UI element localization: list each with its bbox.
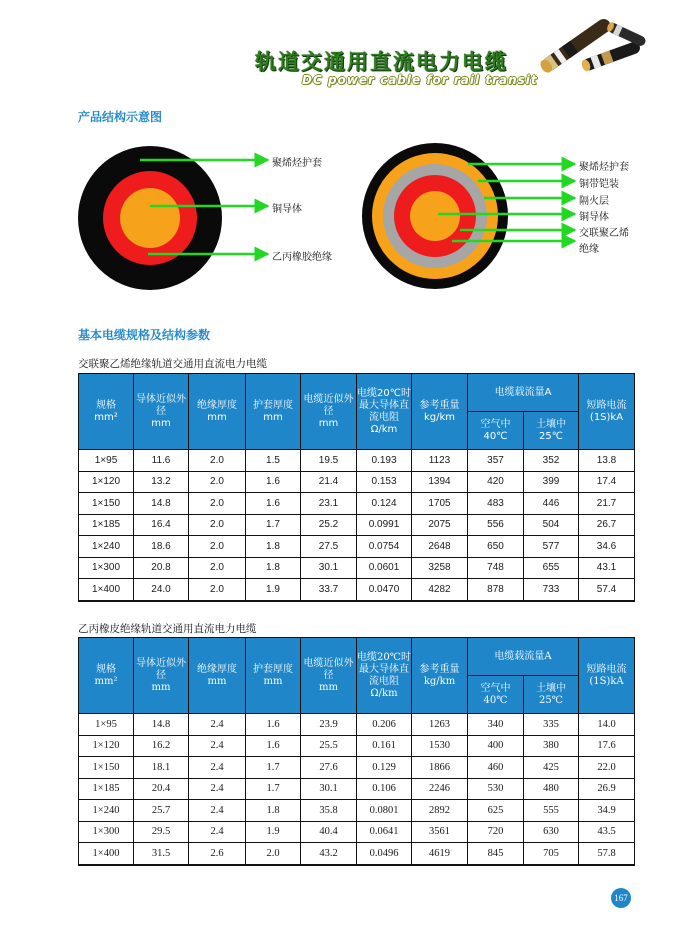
table-cell: 0.124	[357, 493, 412, 515]
table-cell: 650	[468, 536, 524, 558]
table-cell: 1×240	[79, 536, 134, 558]
table-cell: 1.6	[246, 471, 301, 493]
table-cell: 1.7	[246, 514, 301, 536]
header-conductor-od: 导体近似外径 mm	[134, 638, 189, 714]
table-cell: 1×95	[79, 450, 134, 472]
table-cell: 1.8	[246, 557, 301, 579]
table-cell: 0.0754	[357, 536, 412, 558]
table-cell: 17.6	[579, 735, 635, 757]
table-cell: 22.0	[579, 757, 635, 779]
table-cell: 16.2	[134, 735, 189, 757]
label-right-sheath: 聚烯烃护套	[579, 162, 629, 173]
table-cell: 33.7	[301, 579, 357, 601]
table-cell: 352	[524, 450, 579, 472]
table-cell: 13.8	[579, 450, 635, 472]
table-cell: 340	[468, 714, 524, 736]
table-cell: 400	[468, 735, 524, 757]
header-spec: 规格 mm²	[79, 374, 134, 450]
label-right-conductor: 铜导体	[579, 212, 609, 223]
table-cell: 878	[468, 579, 524, 601]
table-cell: 4619	[412, 843, 468, 865]
header-sheath: 护套厚度 mm	[246, 374, 301, 450]
table-cell: 0.106	[357, 778, 412, 800]
label-left-insulation: 乙丙橡胶绝缘	[272, 252, 332, 263]
table-cell: 57.4	[579, 579, 635, 601]
table-row	[79, 843, 635, 865]
table-cell: 43.1	[579, 557, 635, 579]
table-cell: 1.8	[246, 536, 301, 558]
spec-table-epr	[78, 637, 635, 866]
table-cell: 2.0	[189, 536, 246, 558]
cable-diagram-right	[362, 143, 575, 289]
table-cell: 1×300	[79, 821, 134, 843]
table-cell: 19.5	[301, 450, 357, 472]
table-cell: 0.206	[357, 714, 412, 736]
table-cell: 1705	[412, 493, 468, 515]
table-cell: 2648	[412, 536, 468, 558]
table-cell: 577	[524, 536, 579, 558]
table-row	[79, 579, 635, 601]
table-cell: 16.4	[134, 514, 189, 536]
table-cell: 17.4	[579, 471, 635, 493]
table-cell: 1.6	[246, 735, 301, 757]
table-cell: 1.6	[246, 714, 301, 736]
header-ampacity: 电缆载流量A	[468, 374, 579, 412]
table-cell: 1.7	[246, 757, 301, 779]
table-cell: 1.6	[246, 493, 301, 515]
table-cell: 35.8	[301, 800, 357, 822]
table-cell: 2.6	[189, 843, 246, 865]
table-cell: 2.4	[189, 800, 246, 822]
header-air: 空气中 40℃	[468, 412, 524, 450]
table-cell: 748	[468, 557, 524, 579]
page-number: 167	[611, 888, 631, 908]
header-short-circuit: 短路电流 (1S)kA	[579, 374, 635, 450]
table-cell: 2246	[412, 778, 468, 800]
table-cell: 0.0470	[357, 579, 412, 601]
table-cell: 420	[468, 471, 524, 493]
table-cell: 0.129	[357, 757, 412, 779]
table-cell: 2892	[412, 800, 468, 822]
table-cell: 1.8	[246, 800, 301, 822]
header-weight: 参考重量 kg/km	[412, 374, 468, 450]
table-cell: 0.153	[357, 471, 412, 493]
table-row	[79, 735, 635, 757]
table-cell: 733	[524, 579, 579, 601]
table-cell: 380	[524, 735, 579, 757]
table-cell: 43.5	[579, 821, 635, 843]
table-cell: 21.7	[579, 493, 635, 515]
table-cell: 23.9	[301, 714, 357, 736]
table-cell: 655	[524, 557, 579, 579]
table-cell: 14.8	[134, 493, 189, 515]
table-cell: 1530	[412, 735, 468, 757]
label-right-xlpe: 交联聚乙烯	[579, 228, 629, 239]
table-cell: 483	[468, 493, 524, 515]
table-cell: 1×120	[79, 471, 134, 493]
cable-photo	[536, 16, 646, 86]
label-left-conductor: 铜导体	[272, 204, 302, 215]
table-cell: 630	[524, 821, 579, 843]
table-cell: 1×400	[79, 843, 134, 865]
table-cell: 43.2	[301, 843, 357, 865]
table-cell: 0.0801	[357, 800, 412, 822]
table-cell: 2.4	[189, 757, 246, 779]
table-cell: 2.0	[189, 471, 246, 493]
table-cell: 3258	[412, 557, 468, 579]
table-row	[79, 471, 635, 493]
table-cell: 2.0	[189, 514, 246, 536]
table-cell: 425	[524, 757, 579, 779]
table-row	[79, 714, 635, 736]
label-right-fire-barrier: 隔火层	[579, 196, 609, 207]
table-cell: 0.0641	[357, 821, 412, 843]
header-resistance: 电缆20℃时最大导体直流电阻 Ω/km	[357, 638, 412, 714]
table-cell: 1×400	[79, 579, 134, 601]
table-cell: 30.1	[301, 778, 357, 800]
header-cable-od: 电缆近似外径 mm	[301, 638, 357, 714]
table-row	[79, 778, 635, 800]
table-cell: 720	[468, 821, 524, 843]
label-left-sheath: 聚烯烃护套	[272, 158, 322, 169]
page-title: 轨道交通用直流电力电缆	[255, 50, 508, 74]
table-cell: 20.8	[134, 557, 189, 579]
header-weight: 参考重量 kg/km	[412, 638, 468, 714]
table-cell: 2.4	[189, 778, 246, 800]
header-soil: 土壤中 25℃	[524, 412, 579, 450]
table-cell: 1.7	[246, 778, 301, 800]
table-cell: 555	[524, 800, 579, 822]
table-row	[79, 757, 635, 779]
table-cell: 11.6	[134, 450, 189, 472]
table-cell: 1.9	[246, 821, 301, 843]
table-cell: 1.9	[246, 579, 301, 601]
table-cell: 25.7	[134, 800, 189, 822]
table-cell: 14.8	[134, 714, 189, 736]
table-cell: 2.0	[246, 843, 301, 865]
header-soil: 土壤中 25℃	[524, 676, 579, 714]
table-cell: 4282	[412, 579, 468, 601]
table-cell: 3561	[412, 821, 468, 843]
header-spec: 规格 mm²	[79, 638, 134, 714]
label-right-insulation: 绝缘	[579, 244, 599, 255]
table-cell: 625	[468, 800, 524, 822]
table-cell: 20.4	[134, 778, 189, 800]
table-cell: 335	[524, 714, 579, 736]
table-cell: 25.2	[301, 514, 357, 536]
table-cell: 1866	[412, 757, 468, 779]
table-cell: 1×95	[79, 714, 134, 736]
table2-caption: 乙丙橡皮绝缘轨道交通用直流电力电缆	[78, 623, 257, 635]
table-cell: 0.0601	[357, 557, 412, 579]
table-cell: 1263	[412, 714, 468, 736]
table-row	[79, 493, 635, 515]
spec-table-xlpe	[78, 373, 635, 602]
table-cell: 2.4	[189, 821, 246, 843]
table-cell: 31.5	[134, 843, 189, 865]
table-cell: 1.5	[246, 450, 301, 472]
table-cell: 1×150	[79, 493, 134, 515]
table-cell: 2.0	[189, 450, 246, 472]
table-cell: 21.4	[301, 471, 357, 493]
table-cell: 446	[524, 493, 579, 515]
table-cell: 1×240	[79, 800, 134, 822]
table-cell: 18.1	[134, 757, 189, 779]
cable-diagram-left	[78, 146, 268, 290]
table-cell: 26.7	[579, 514, 635, 536]
table-cell: 2.4	[189, 714, 246, 736]
table-cell: 13.2	[134, 471, 189, 493]
table-cell: 1×150	[79, 757, 134, 779]
header-sheath: 护套厚度 mm	[246, 638, 301, 714]
table-cell: 2.0	[189, 557, 246, 579]
table-row	[79, 536, 635, 558]
table-cell: 504	[524, 514, 579, 536]
table-row	[79, 450, 635, 472]
table-cell: 23.1	[301, 493, 357, 515]
table-cell: 1394	[412, 471, 468, 493]
table-cell: 556	[468, 514, 524, 536]
header-insulation: 绝缘厚度 mm	[189, 638, 246, 714]
header-resistance: 电缆20℃时最大导体直流电阻 Ω/km	[357, 374, 412, 450]
table-cell: 530	[468, 778, 524, 800]
table-cell: 1×185	[79, 778, 134, 800]
table-cell: 705	[524, 843, 579, 865]
table-cell: 1×120	[79, 735, 134, 757]
table-cell: 40.4	[301, 821, 357, 843]
table-cell: 1×300	[79, 557, 134, 579]
table1-caption: 交联聚乙烯绝缘轨道交通用直流电力电缆	[78, 358, 267, 370]
header-air: 空气中 40℃	[468, 676, 524, 714]
table-cell: 480	[524, 778, 579, 800]
header-cable-od: 电缆近似外径 mm	[301, 374, 357, 450]
table-cell: 18.6	[134, 536, 189, 558]
table-cell: 845	[468, 843, 524, 865]
table-cell: 14.0	[579, 714, 635, 736]
header-conductor-od: 导体近似外径 mm	[134, 374, 189, 450]
table-cell: 24.0	[134, 579, 189, 601]
section-heading-specs: 基本电缆规格及结构参数	[78, 328, 211, 342]
table-cell: 25.5	[301, 735, 357, 757]
table-row	[79, 557, 635, 579]
table-cell: 34.6	[579, 536, 635, 558]
table-cell: 2.4	[189, 735, 246, 757]
table-row	[79, 514, 635, 536]
table-cell: 26.9	[579, 778, 635, 800]
section-heading-structure: 产品结构示意图	[78, 110, 163, 124]
page-subtitle: DC power cable for rail transit	[302, 73, 538, 87]
structure-diagrams	[70, 140, 650, 310]
table-row	[79, 821, 635, 843]
table-cell: 460	[468, 757, 524, 779]
label-right-armour: 铜带铠装	[579, 179, 619, 190]
table-cell: 2075	[412, 514, 468, 536]
table-cell: 1×185	[79, 514, 134, 536]
table-cell: 0.161	[357, 735, 412, 757]
table-cell: 27.5	[301, 536, 357, 558]
table-cell: 30.1	[301, 557, 357, 579]
header-short-circuit: 短路电流 (1S)kA	[579, 638, 635, 714]
table-cell: 0.0496	[357, 843, 412, 865]
table-cell: 27.6	[301, 757, 357, 779]
table-cell: 57.8	[579, 843, 635, 865]
table-cell: 29.5	[134, 821, 189, 843]
header-ampacity: 电缆载流量A	[468, 638, 579, 676]
table-cell: 1123	[412, 450, 468, 472]
table-row	[79, 800, 635, 822]
table-cell: 0.193	[357, 450, 412, 472]
table-cell: 2.0	[189, 493, 246, 515]
table-cell: 0.0991	[357, 514, 412, 536]
table-cell: 2.0	[189, 579, 246, 601]
header-insulation: 绝缘厚度 mm	[189, 374, 246, 450]
table-cell: 357	[468, 450, 524, 472]
table-cell: 399	[524, 471, 579, 493]
table-cell: 34.9	[579, 800, 635, 822]
